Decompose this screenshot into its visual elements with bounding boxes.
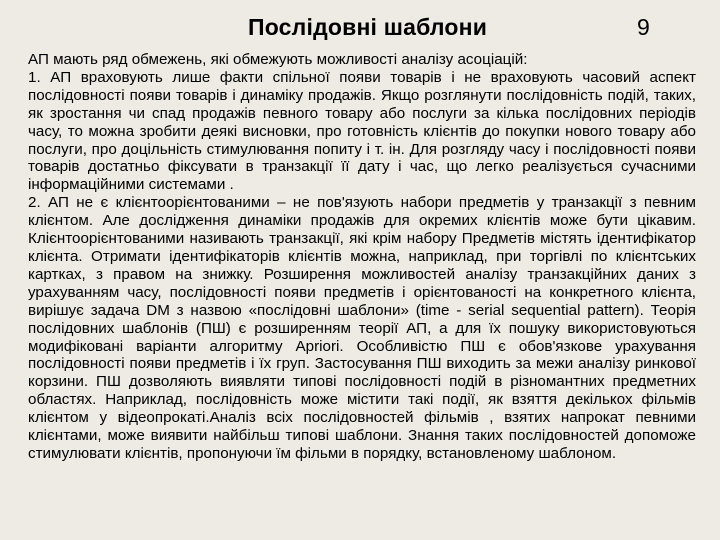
page-number: 9 [637, 14, 650, 40]
body-paragraph-point-1: 1. АП враховують лише факти спільної появи товарів і не враховують часовий аспект послідовності появи товарів і динаміку продажів. Якщо розглянути послідовність подій, таких, як зростання чи спад продажів певного товару або послуги за кілька послідовних періодів часу, то можна зробити деякі висновки, про готовність клієнтів до покупки нового товару або послуги, про доцільність стимулювання попиту і т. ін. Для розгляду часу і послідовності появи товарів достатньо фіксувати в транзакції її дату і час, що легко реалізується сучасними інформаційними системами . [28, 68, 696, 194]
body-paragraph-intro: АП мають ряд обмежень, які обмежують можливості аналізу асоціацій: [28, 51, 528, 68]
body-paragraph-point-2: 2. АП не є клієнтоорієнтованими – не пов'язують набори предметів у транзакції з певним клієнтом. Але дослідження динаміки продажів для окремих клієнтів може бути цікавим. Клієнтоорієнтованими називають транзакції, які крім набору Предметів містять ідентифікатор клієнта. Отримати ідентифікаторів клієнтів можна, наприклад, при торгівлі по клієнтських картках, з правом на знижку. Розширення можливостей аналізу транзакційних даних з урахуванням часу, послідовності появи предметів і орієнтованості на конкретного клієнта, вирішує задача DM з назвою «послідовні шаблони» (time - serial sequential pattern). Теорія послідовних шаблонів (ПШ) є розширенням теорії АП, а для їх пошуку використовуються модифіковані варіанти алгоритму Apriori. Особливістю ПШ є обов'язкове урахування послідовності появи предметів і їх груп. Застосування ПШ виходить за межи аналізу ринкової корзини. ПШ дозволяють виявляти типові послідовності подій в різномантних предметних областях. Наприклад, послідовність може містити такі події, як взяття декількох фільмів клієнтом у відеопрокаті.Аналіз всіх послідовностей фільмів , взятих напрокат певними клієнтами, може виявити найбільш типові шаблони. Знання таких послідовностей допоможе стимулювати клієнтів, пропонуючи їм фільми в порядку, встановленому шаблоном. [28, 194, 696, 462]
slide-body [28, 51, 696, 463]
slide-title: Послідовні шаблони [248, 14, 488, 40]
